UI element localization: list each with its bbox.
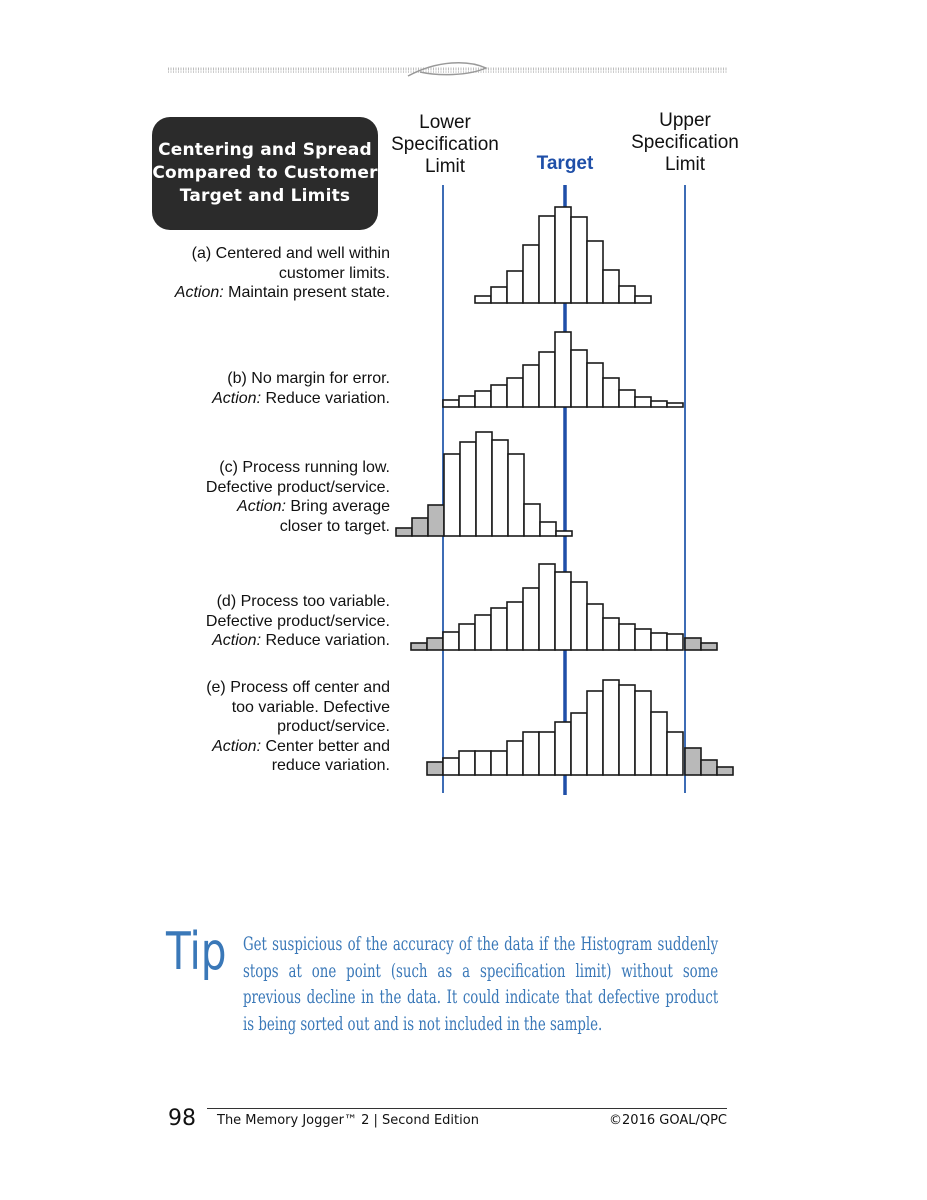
caption-line: (b) No margin for error.	[227, 370, 390, 387]
title-line: Compared to Customer	[152, 163, 378, 183]
histogram-bar	[667, 634, 683, 650]
histogram-bar	[444, 454, 460, 536]
caption-line: product/service.	[277, 718, 390, 735]
histogram-bar	[492, 440, 508, 536]
histogram-bar	[587, 691, 603, 775]
histogram-bar	[523, 588, 539, 650]
histogram-bar	[571, 713, 587, 775]
title-line: Target and Limits	[179, 186, 351, 206]
usl-line: Specification	[631, 132, 739, 153]
histogram-bar	[443, 632, 459, 650]
histogram-bar	[555, 332, 571, 407]
histogram-bar	[475, 391, 491, 407]
histogram-bar	[524, 504, 540, 536]
caption-line: Action: Center better and	[212, 737, 390, 755]
defect-bar	[685, 748, 701, 775]
histogram-bar	[443, 400, 459, 407]
histogram-bar	[539, 564, 555, 650]
histogram-bar	[619, 390, 635, 407]
caption-line: reduce variation.	[271, 757, 390, 774]
histogram-bar	[539, 216, 555, 303]
histogram-a	[475, 207, 651, 303]
histogram-bar	[507, 602, 523, 650]
caption-line: closer to target.	[279, 517, 390, 535]
histogram-bar	[539, 352, 555, 407]
lsl-line: Limit	[424, 156, 466, 177]
histogram-bar	[635, 691, 651, 775]
histogram-bar	[507, 741, 523, 775]
histogram-b	[443, 332, 683, 407]
caption-line: Defective product/service.	[205, 478, 390, 496]
caption-line: Action: Reduce variation.	[212, 389, 390, 407]
page-number: 98	[168, 1106, 196, 1131]
histogram-bar	[555, 572, 571, 650]
histogram-bar	[635, 629, 651, 650]
histogram-bar	[635, 397, 651, 407]
histogram-bar	[555, 722, 571, 775]
lsl-line: Specification	[391, 134, 499, 155]
histogram-bar	[459, 751, 475, 775]
histogram-bar	[476, 432, 492, 536]
defect-bar	[701, 643, 717, 650]
histogram-d	[411, 564, 717, 650]
tip-text: Get suspicious of the accuracy of the data if the Histogram suddenly stops at one point (such as a specification limit) without some previous decline in the data. It could indicate that defective product is being sorted out and is not included in the sample.	[243, 934, 719, 1035]
histogram-bar	[619, 685, 635, 775]
caption-line: (a) Centered and well within	[191, 245, 390, 262]
histogram-bar	[571, 350, 587, 407]
caption-line: Action: Reduce variation.	[212, 632, 390, 649]
histogram-bar	[459, 396, 475, 407]
histogram-bar	[491, 287, 507, 303]
histogram-bar	[556, 531, 572, 536]
caption-line: Defective product/service.	[205, 612, 390, 630]
histogram-bar	[587, 241, 603, 303]
histogram-bar	[587, 604, 603, 650]
defect-bar	[411, 643, 427, 650]
histogram-bar	[603, 618, 619, 650]
defect-bar	[428, 505, 444, 536]
histogram-bar	[523, 365, 539, 407]
histogram-bar	[443, 758, 459, 775]
usl-line: Limit	[664, 154, 706, 175]
histogram-bar	[540, 522, 556, 536]
caption-line: (e) Process off center and	[206, 679, 390, 696]
histogram-bar	[651, 633, 667, 650]
histogram-bar	[539, 732, 555, 775]
defect-bar	[685, 638, 701, 650]
copyright: ©2016 GOAL/QPC	[609, 1113, 727, 1128]
caption-line: customer limits.	[278, 264, 390, 282]
book-title: The Memory Jogger™ 2 | Second Edition	[217, 1113, 479, 1128]
histogram-bar	[619, 624, 635, 650]
histogram-bar	[508, 454, 524, 536]
histogram-bar	[571, 217, 587, 303]
histogram-bar	[475, 615, 491, 650]
histogram-bar	[667, 403, 683, 407]
histogram-bar	[507, 378, 523, 407]
defect-bar	[427, 762, 443, 775]
histogram-bar	[507, 271, 523, 303]
defect-bar	[717, 767, 733, 775]
caption-line: (d) Process too variable.	[216, 593, 390, 610]
defect-bar	[412, 518, 428, 536]
histogram-bar	[491, 608, 507, 650]
histogram-bar	[523, 732, 539, 775]
defect-bar	[701, 760, 717, 775]
usl-line: Upper	[659, 110, 711, 131]
target-label: Target	[536, 153, 594, 174]
histogram-bar	[491, 385, 507, 407]
lsl-line: Lower	[419, 112, 471, 133]
histogram-bar	[603, 680, 619, 775]
tip-heading: Tip	[166, 922, 227, 982]
histogram-e	[427, 680, 733, 775]
defect-bar	[427, 638, 443, 650]
histogram-c	[396, 432, 572, 536]
histogram-bar	[619, 286, 635, 303]
histogram-bar	[555, 207, 571, 303]
caption-line: Action: Bring average	[237, 498, 390, 515]
histogram-bar	[460, 442, 476, 536]
caption-line: too variable. Defective	[231, 698, 390, 716]
histogram-bar	[635, 296, 651, 303]
defect-bar	[396, 528, 412, 536]
histogram-bar	[603, 378, 619, 407]
histogram-bar	[587, 363, 603, 407]
histogram-bar	[651, 712, 667, 775]
caption-line: Action: Maintain present state.	[174, 284, 390, 301]
histogram-bar	[475, 296, 491, 303]
histogram-bar	[651, 401, 667, 407]
footer-rule	[207, 1108, 727, 1109]
histogram-bar	[667, 732, 683, 775]
histogram-bar	[475, 751, 491, 775]
histogram-bar	[571, 582, 587, 650]
histogram-bar	[603, 270, 619, 303]
histogram-bar	[491, 751, 507, 775]
title-line: Centering and Spread	[158, 140, 372, 160]
histogram-bar	[459, 624, 475, 650]
caption-line: (c) Process running low.	[219, 459, 390, 476]
histogram-bar	[523, 245, 539, 303]
